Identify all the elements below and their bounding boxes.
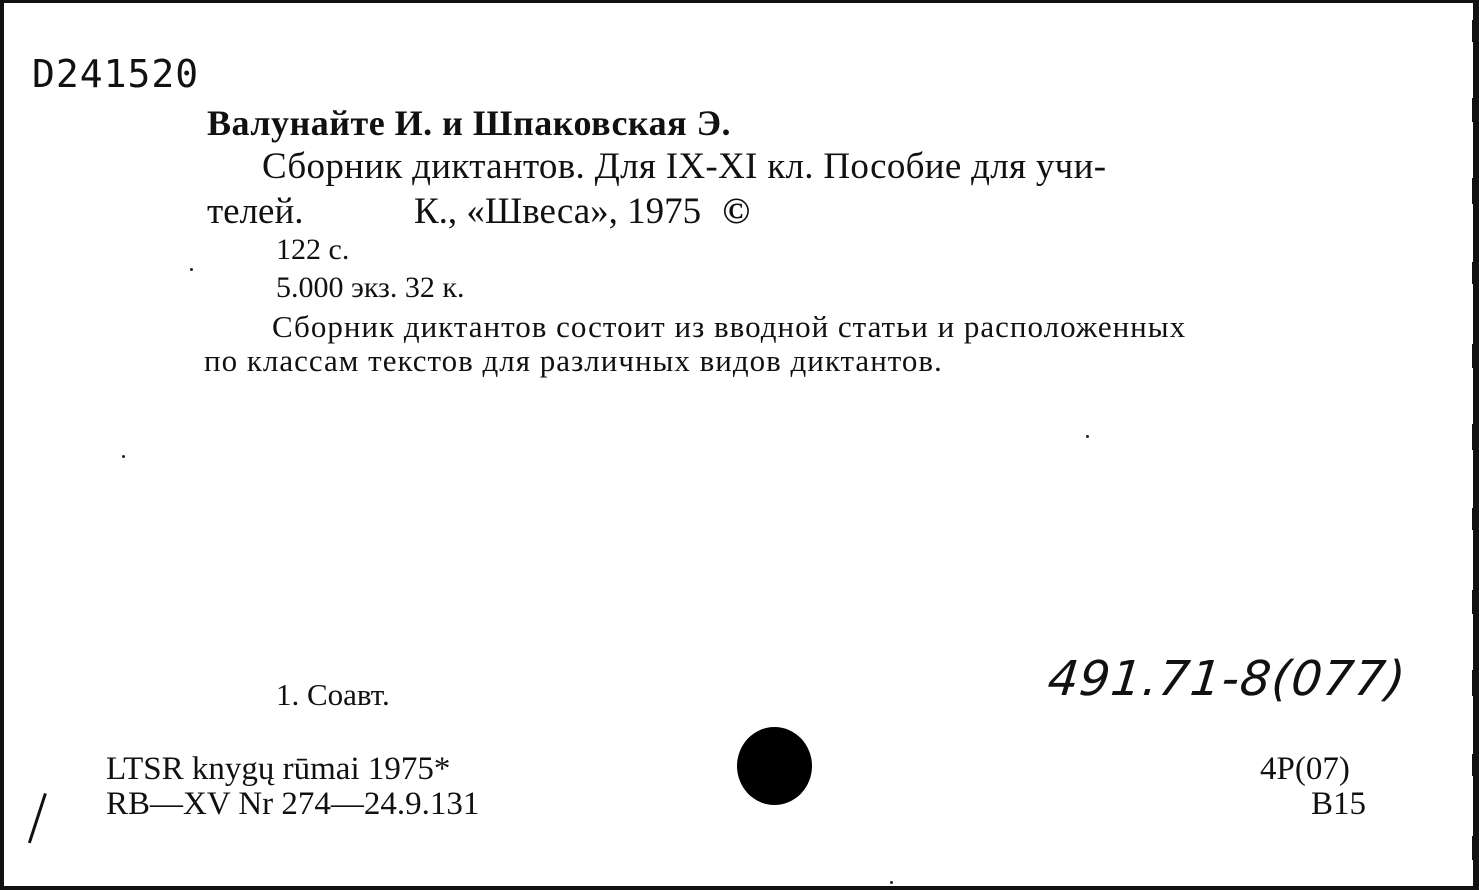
imprint-text: К., «Швеса», 1975 [414, 191, 702, 232]
ink-speck-icon [190, 268, 193, 271]
copyright-icon: © [722, 191, 751, 232]
imprint [414, 193, 750, 230]
registration-number: RB—XV Nr 274—24.9.131 [106, 786, 480, 822]
ink-speck-icon [1086, 435, 1089, 438]
title-line-1: Сборник диктантов. Для IX-XI кл. Пособие для учи- [262, 146, 1107, 187]
page-count: 122 с. [276, 233, 350, 266]
coauthor-entry: 1. Соавт. [276, 677, 390, 712]
classification-code: 4P(07) [1260, 751, 1350, 787]
ink-speck-icon [890, 881, 893, 884]
print-run-price: 5.000 экз. 32 к. [276, 271, 465, 304]
author-heading: Валунайте И. и Шпаковская Э. [207, 103, 732, 143]
ink-speck-icon [122, 455, 125, 458]
punch-hole-icon [737, 727, 812, 805]
publisher-line: LTSR knygų rūmai 1975* [106, 751, 451, 787]
pen-mark-icon [28, 793, 47, 843]
perforated-edge-icon [1469, 0, 1479, 890]
classification-shelf: B15 [1311, 786, 1367, 822]
title-line-2: телей. [207, 191, 304, 232]
abstract-line-1: Сборник диктантов состоит из вводной статьи и расположенных [272, 309, 1187, 344]
abstract-line-2: по классам текстов для различных видов диктантов. [204, 343, 943, 378]
handwritten-index: 491.71-8(077) [1045, 651, 1409, 707]
call-number: D241520 [32, 52, 200, 96]
